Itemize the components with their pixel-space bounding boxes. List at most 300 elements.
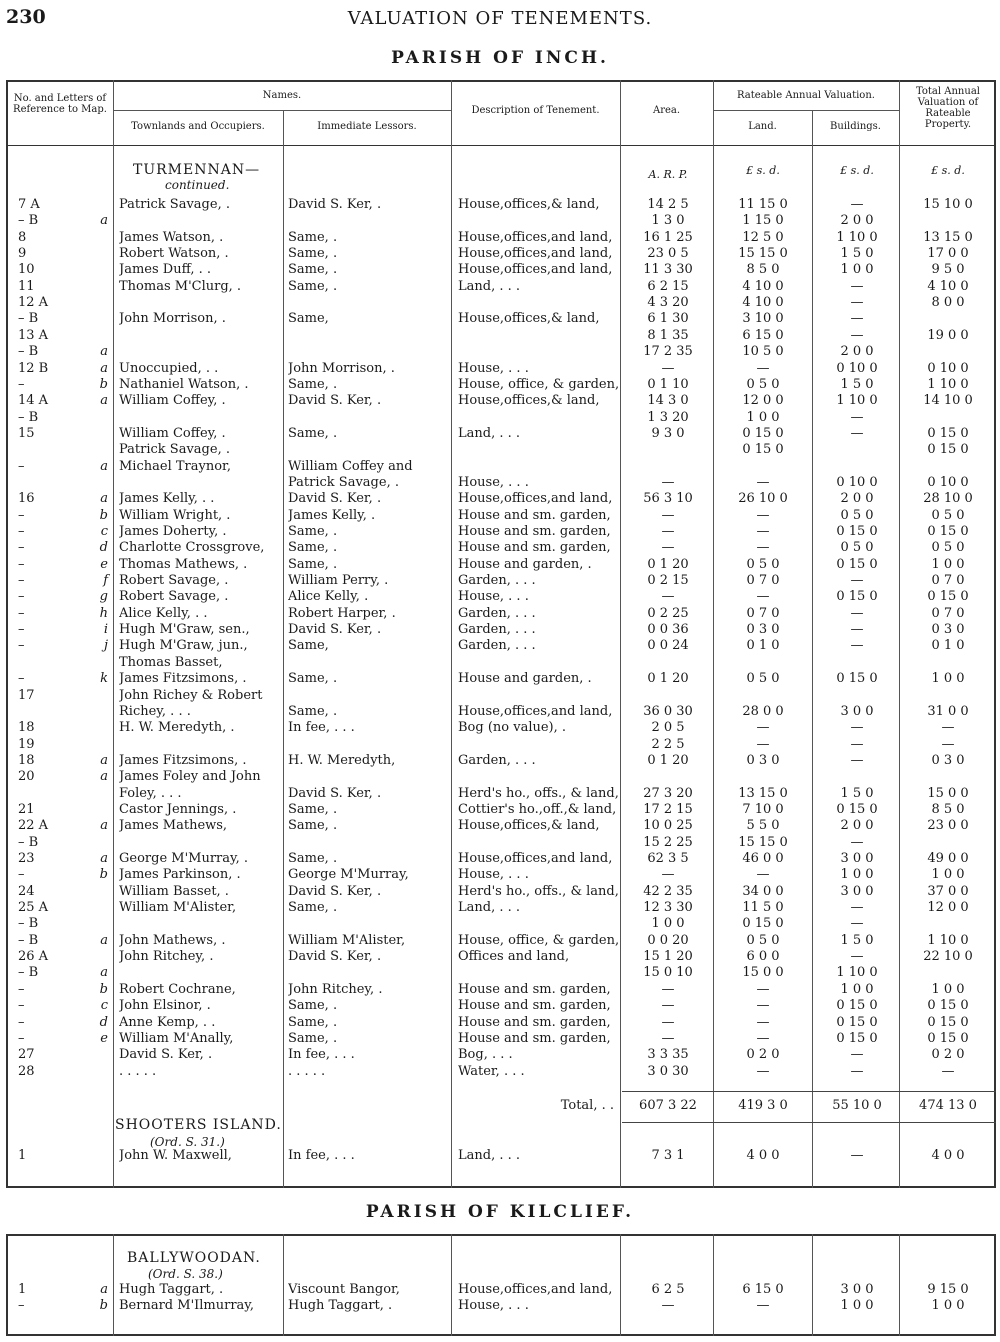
lessor-cell: James Kelly, .: [288, 508, 376, 523]
ref-cell: 24: [18, 884, 35, 899]
table-row: [0, 606, 1000, 622]
description-cell: Bog, . . .: [458, 1047, 513, 1062]
occupier-cell: James Fitzsimons, .: [119, 671, 247, 686]
letter-cell: c: [100, 524, 108, 539]
ref-cell: –: [18, 1298, 25, 1313]
lessor-cell: In fee, . . .: [288, 1047, 355, 1062]
land-value-cell: 0 1 0: [746, 638, 780, 653]
townland-turmennan: TURMENNAN—: [133, 162, 261, 178]
occupier-cell: John W. Maxwell,: [119, 1148, 232, 1163]
area-cell: 1 0 0: [651, 916, 685, 931]
ref-cell: –: [18, 589, 25, 604]
buildings-value-cell: 0 15 0: [836, 524, 878, 539]
total-land: 419 3 0: [738, 1098, 788, 1113]
area-cell: 0 2 25: [647, 606, 689, 621]
description-cell: House, . . .: [458, 475, 529, 490]
lessor-cell: Same, .: [288, 851, 338, 866]
table-row: [0, 524, 1000, 540]
letter-cell: k: [100, 671, 108, 686]
total-value-cell: 0 2 0: [931, 1047, 965, 1062]
ref-cell: – B: [18, 835, 39, 850]
occupier-cell: John Morrison, .: [119, 311, 226, 326]
description-cell: House and sm. garden,: [458, 998, 611, 1013]
table-row: [0, 720, 1000, 736]
land-value-cell: 11 15 0: [738, 197, 788, 212]
lessor-cell: John Ritchey, .: [288, 982, 383, 997]
ref-cell: –: [18, 557, 25, 572]
lessor-cell: Robert Harper, .: [288, 606, 396, 621]
total-value-cell: 15 0 0: [927, 786, 969, 801]
occupier-cell: James Foley and John: [119, 769, 261, 784]
total-value-cell: 0 5 0: [931, 508, 965, 523]
table-row: [0, 818, 1000, 834]
lessor-cell: David S. Ker, .: [288, 491, 382, 506]
occupier-cell: Patrick Savage, .: [119, 442, 230, 457]
lessor-cell: Same, .: [288, 802, 338, 817]
area-cell: 14 2 5: [647, 197, 689, 212]
ref-cell: 12 B: [18, 361, 49, 376]
land-value-cell: —: [756, 982, 770, 997]
total-units: £ s. d.: [931, 164, 965, 177]
total-rule: [622, 1091, 996, 1092]
lessor-cell: Same, .: [288, 279, 338, 294]
ref-cell: – B: [18, 213, 39, 228]
table-row: [0, 965, 1000, 981]
description-cell: House,offices,and land,: [458, 1282, 613, 1297]
lessor-cell: David S. Ker, .: [288, 393, 382, 408]
total-value-cell: 9 5 0: [931, 262, 965, 277]
table-row: [0, 786, 1000, 802]
ref-cell: –: [18, 638, 25, 653]
lessor-cell: Same, .: [288, 246, 338, 261]
occupier-cell: William Coffey, .: [119, 393, 226, 408]
land-value-cell: 46 0 0: [742, 851, 784, 866]
area-cell: 15 0 10: [643, 965, 693, 980]
buildings-value-cell: 3 0 0: [840, 704, 874, 719]
names-subrule: [113, 110, 451, 111]
lessor-cell: William M'Alister,: [288, 933, 406, 948]
area-cell: 0 1 20: [647, 671, 689, 686]
table-row: [0, 638, 1000, 654]
total-buildings: 55 10 0: [832, 1098, 882, 1113]
table-row: [0, 393, 1000, 409]
land-value-cell: 0 2 0: [746, 1047, 780, 1062]
lessor-cell: Same, .: [288, 230, 338, 245]
buildings-value-cell: —: [850, 900, 864, 915]
total-value-cell: 0 3 0: [931, 753, 965, 768]
ref-cell: – B: [18, 311, 39, 326]
total-value-cell: 22 10 0: [923, 949, 973, 964]
occupier-cell: Thomas Basset,: [119, 655, 223, 670]
description-cell: Herd's ho., offs., & land,: [458, 786, 619, 801]
buildings-value-cell: 0 15 0: [836, 802, 878, 817]
land-value-cell: 0 15 0: [742, 916, 784, 931]
land-value-cell: 1 15 0: [742, 213, 784, 228]
table-row: [0, 508, 1000, 524]
table-row: [0, 900, 1000, 916]
lessor-cell: Same, .: [288, 1015, 338, 1030]
ref-cell: – B: [18, 916, 39, 931]
lessor-cell: Alice Kelly, .: [288, 589, 369, 604]
lessor-cell: William Perry, .: [288, 573, 389, 588]
area-cell: 6 2 5: [651, 1282, 685, 1297]
area-cell: —: [661, 508, 675, 523]
land-value-cell: —: [756, 1015, 770, 1030]
description-cell: House, . . .: [458, 589, 529, 604]
ref-cell: – B: [18, 410, 39, 425]
land-value-cell: —: [756, 508, 770, 523]
occupier-cell: Patrick Savage, .: [119, 197, 230, 212]
description-cell: Herd's ho., offs., & land,: [458, 884, 619, 899]
area-cell: —: [661, 998, 675, 1013]
ref-cell: 1: [18, 1282, 27, 1297]
buildings-value-cell: 1 10 0: [836, 393, 878, 408]
buildings-value-cell: —: [850, 311, 864, 326]
table-row: [0, 426, 1000, 442]
letter-cell: j: [103, 638, 108, 653]
col-header-buildings: Buildings.: [830, 121, 881, 132]
letter-cell: a: [100, 361, 108, 376]
land-value-cell: 0 5 0: [746, 377, 780, 392]
area-cell: 6 2 15: [647, 279, 689, 294]
area-cell: 62 3 5: [647, 851, 689, 866]
description-cell: House and sm. garden,: [458, 1015, 611, 1030]
buildings-units: £ s. d.: [840, 164, 874, 177]
total-value-cell: 23 0 0: [927, 818, 969, 833]
description-cell: Garden, . . .: [458, 638, 536, 653]
total-value-cell: —: [941, 1064, 955, 1079]
buildings-value-cell: —: [850, 328, 864, 343]
table-row: [0, 655, 1000, 671]
letter-cell: a: [100, 459, 108, 474]
letter-cell: d: [99, 1015, 108, 1030]
buildings-value-cell: —: [850, 737, 864, 752]
letter-cell: e: [100, 1031, 108, 1046]
buildings-value-cell: —: [850, 949, 864, 964]
occupier-cell: William M'Alister,: [119, 900, 237, 915]
buildings-value-cell: —: [850, 606, 864, 621]
total-value-cell: 15 10 0: [923, 197, 973, 212]
letter-cell: b: [99, 377, 108, 392]
occupier-cell: Hugh M'Graw, sen.,: [119, 622, 250, 637]
buildings-value-cell: 1 5 0: [840, 377, 874, 392]
total-value-cell: 9 15 0: [927, 1282, 969, 1297]
buildings-value-cell: 1 0 0: [840, 982, 874, 997]
lessor-cell: Same, .: [288, 262, 338, 277]
rateable-subrule: [713, 110, 899, 111]
townland-ballywoodan: BALLYWOODAN.: [127, 1250, 261, 1266]
area-cell: 1 3 0: [651, 213, 685, 228]
col-header-area: Area.: [652, 105, 681, 116]
letter-cell: a: [100, 393, 108, 408]
letter-cell: e: [100, 557, 108, 572]
area-cell: 16 1 25: [643, 230, 693, 245]
occupier-cell: Anne Kemp, . .: [119, 1015, 216, 1030]
letter-cell: a: [100, 753, 108, 768]
occupier-cell: John Elsinor, .: [119, 998, 211, 1013]
running-title: VALUATION OF TENEMENTS.: [347, 8, 653, 29]
occupier-cell: James Duff, . .: [119, 262, 212, 277]
ref-cell: 18: [18, 720, 35, 735]
land-units: £ s. d.: [746, 164, 780, 177]
ref-cell: 16: [18, 491, 35, 506]
buildings-value-cell: —: [850, 720, 864, 735]
description-cell: House and sm. garden,: [458, 982, 611, 997]
area-cell: 1 3 20: [647, 410, 689, 425]
lessor-cell: Same, .: [288, 998, 338, 1013]
buildings-value-cell: 1 5 0: [840, 786, 874, 801]
lessor-cell: John Morrison, .: [288, 361, 395, 376]
area-cell: —: [661, 1031, 675, 1046]
letter-cell: b: [99, 982, 108, 997]
ref-cell: 19: [18, 737, 35, 752]
total-label: Total, . .: [560, 1098, 614, 1113]
table-row: [0, 1282, 1000, 1298]
lessor-cell: David S. Ker, .: [288, 949, 382, 964]
description-cell: Garden, . . .: [458, 573, 536, 588]
occupier-cell: James Fitzsimons, .: [119, 753, 247, 768]
occupier-cell: Thomas Mathews, .: [119, 557, 248, 572]
townland-continued: continued.: [165, 178, 230, 192]
table-row: [0, 916, 1000, 932]
occupier-cell: John Richey & Robert: [119, 688, 263, 703]
table-row: [0, 802, 1000, 818]
land-value-cell: 0 7 0: [746, 573, 780, 588]
area-cell: 42 2 35: [643, 884, 693, 899]
land-value-cell: —: [756, 720, 770, 735]
total-value-cell: 12 0 0: [927, 900, 969, 915]
land-value-cell: —: [756, 524, 770, 539]
total-value-cell: 17 0 0: [927, 246, 969, 261]
description-cell: House,offices,and land,: [458, 246, 613, 261]
occupier-cell: William Wright, .: [119, 508, 231, 523]
occupier-cell: James Kelly, . .: [119, 491, 215, 506]
land-value-cell: —: [756, 867, 770, 882]
occupier-cell: David S. Ker, .: [119, 1047, 213, 1062]
lessor-cell: H. W. Meredyth,: [288, 753, 396, 768]
ref-cell: –: [18, 622, 25, 637]
area-cell: 3 3 35: [647, 1047, 689, 1062]
buildings-value-cell: 3 0 0: [840, 851, 874, 866]
ref-cell: 21: [18, 802, 35, 817]
ref-cell: – B: [18, 965, 39, 980]
table-row: [0, 295, 1000, 311]
buildings-value-cell: —: [850, 1047, 864, 1062]
table-row: [0, 573, 1000, 589]
area-cell: 0 1 20: [647, 753, 689, 768]
land-value-cell: —: [756, 475, 770, 490]
letter-cell: c: [100, 998, 108, 1013]
table-row: [0, 491, 1000, 507]
ref-cell: –: [18, 1031, 25, 1046]
description-cell: Land, . . .: [458, 426, 521, 441]
lessor-cell: David S. Ker, .: [288, 622, 382, 637]
buildings-value-cell: —: [850, 295, 864, 310]
ref-cell: – B: [18, 344, 39, 359]
total-total: 474 13 0: [919, 1098, 977, 1113]
ref-cell: –: [18, 998, 25, 1013]
buildings-value-cell: 3 0 0: [840, 884, 874, 899]
land-value-cell: 0 3 0: [746, 753, 780, 768]
table-row: [0, 1047, 1000, 1063]
col-header-description: Description of Tenement.: [471, 105, 600, 116]
table-row: [0, 328, 1000, 344]
area-cell: 17 2 35: [643, 344, 693, 359]
total-value-cell: 0 5 0: [931, 540, 965, 555]
area-cell: —: [661, 867, 675, 882]
table-row: [0, 769, 1000, 785]
total-value-cell: —: [941, 737, 955, 752]
area-cell: 10 0 25: [643, 818, 693, 833]
area-units: A. R. P.: [648, 168, 688, 181]
buildings-value-cell: —: [850, 638, 864, 653]
occupier-cell: Nathaniel Watson, .: [119, 377, 249, 392]
total-value-cell: 0 1 0: [931, 638, 965, 653]
total-value-cell: 37 0 0: [927, 884, 969, 899]
total-value-cell: 0 15 0: [927, 426, 969, 441]
buildings-value-cell: —: [850, 1148, 864, 1163]
lessor-cell: Same,: [288, 311, 329, 326]
lessor-cell: Same,: [288, 638, 329, 653]
description-cell: House,offices,and land,: [458, 262, 613, 277]
table-row: [0, 197, 1000, 213]
col-header-names: Names.: [262, 90, 302, 101]
occupier-cell: Robert Cochrane,: [119, 982, 236, 997]
ref-cell: –: [18, 867, 25, 882]
land-value-cell: —: [756, 1031, 770, 1046]
total-value-cell: 19 0 0: [927, 328, 969, 343]
description-cell: House and sm. garden,: [458, 524, 611, 539]
shooters-ord-sheet: (Ord. S. 31.): [150, 1135, 225, 1149]
letter-cell: a: [100, 1282, 108, 1297]
buildings-value-cell: 0 15 0: [836, 557, 878, 572]
description-cell: House, office, & garden,: [458, 933, 620, 948]
total-value-cell: 0 10 0: [927, 361, 969, 376]
total-value-cell: 1 0 0: [931, 671, 965, 686]
ref-cell: 14 A: [18, 393, 49, 408]
land-value-cell: 0 5 0: [746, 671, 780, 686]
land-value-cell: —: [756, 737, 770, 752]
land-value-cell: 0 15 0: [742, 426, 784, 441]
ref-cell: –: [18, 540, 25, 555]
description-cell: House,offices,and land,: [458, 704, 613, 719]
description-cell: House and sm. garden,: [458, 1031, 611, 1046]
page-number: 230: [6, 6, 46, 28]
letter-cell: b: [99, 1298, 108, 1313]
ref-cell: –: [18, 671, 25, 686]
land-value-cell: 4 10 0: [742, 279, 784, 294]
occupier-cell: Foley, . . .: [119, 786, 182, 801]
ref-cell: –: [18, 508, 25, 523]
occupier-cell: Michael Traynor,: [119, 459, 231, 474]
occupier-cell: James Mathews,: [119, 818, 228, 833]
letter-cell: a: [100, 851, 108, 866]
area-cell: —: [661, 982, 675, 997]
table-row: [0, 998, 1000, 1014]
table-row: [0, 933, 1000, 949]
ballywoodan-ord-sheet: (Ord. S. 38.): [148, 1267, 223, 1281]
ref-cell: 10: [18, 262, 35, 277]
table-row: [0, 884, 1000, 900]
occupier-cell: William Coffey, .: [119, 426, 226, 441]
ref-cell: 28: [18, 1064, 35, 1079]
townland-shooters-island: SHOOTERS ISLAND.: [115, 1117, 282, 1133]
lessor-cell: David S. Ker, .: [288, 884, 382, 899]
total-value-cell: 1 0 0: [931, 867, 965, 882]
letter-cell: i: [103, 622, 108, 637]
total-value-cell: 4 10 0: [927, 279, 969, 294]
land-value-cell: 15 15 0: [738, 835, 788, 850]
area-cell: 2 0 5: [651, 720, 685, 735]
occupier-cell: Robert Savage, .: [119, 589, 229, 604]
occupier-cell: Robert Watson, .: [119, 246, 229, 261]
parish-title-inch: PARISH OF INCH.: [391, 48, 609, 68]
description-cell: Cottier's ho.,off.,& land,: [458, 802, 617, 817]
lessor-cell: David S. Ker, .: [288, 197, 382, 212]
occupier-cell: Charlotte Crossgrove,: [119, 540, 265, 555]
area-cell: 15 1 20: [643, 949, 693, 964]
area-cell: —: [661, 361, 675, 376]
page-header: [0, 6, 1000, 32]
buildings-value-cell: —: [850, 835, 864, 850]
total-value-cell: 1 0 0: [931, 982, 965, 997]
description-cell: House,offices,& land,: [458, 197, 600, 212]
land-value-cell: 3 10 0: [742, 311, 784, 326]
table-row: [0, 851, 1000, 867]
area-cell: —: [661, 1015, 675, 1030]
letter-cell: f: [103, 573, 108, 588]
buildings-value-cell: 0 10 0: [836, 475, 878, 490]
table-row: [0, 442, 1000, 458]
total-row: [0, 1098, 1000, 1114]
occupier-cell: Thomas M'Clurg, .: [119, 279, 242, 294]
col-header-lessors: Immediate Lessors.: [317, 121, 417, 132]
land-value-cell: 6 15 0: [742, 1282, 784, 1297]
description-cell: Land, . . .: [458, 279, 521, 294]
land-value-cell: 0 3 0: [746, 622, 780, 637]
lessor-cell: Hugh Taggart, .: [288, 1298, 393, 1313]
occupier-cell: Bernard M'Ilmurray,: [119, 1298, 255, 1313]
occupier-cell: . . . . .: [119, 1064, 157, 1079]
table-row: [0, 1064, 1000, 1080]
table-row: [0, 622, 1000, 638]
total-value-cell: 28 10 0: [923, 491, 973, 506]
buildings-value-cell: —: [850, 622, 864, 637]
table-row: [0, 867, 1000, 883]
area-cell: 11 3 30: [643, 262, 693, 277]
area-cell: 0 1 10: [647, 377, 689, 392]
lessor-cell: . . . . .: [288, 1064, 326, 1079]
table-row: [0, 835, 1000, 851]
buildings-value-cell: 2 0 0: [840, 491, 874, 506]
table-row: [0, 377, 1000, 393]
buildings-value-cell: 1 5 0: [840, 933, 874, 948]
occupier-cell: George M'Murray, .: [119, 851, 249, 866]
total-value-cell: 1 0 0: [931, 557, 965, 572]
area-cell: —: [661, 524, 675, 539]
table-row: [0, 262, 1000, 278]
ref-cell: 8: [18, 230, 27, 245]
buildings-value-cell: 1 0 0: [840, 262, 874, 277]
occupier-cell: James Parkinson, .: [119, 867, 241, 882]
description-cell: House, . . .: [458, 1298, 529, 1313]
description-cell: House and garden, .: [458, 557, 592, 572]
buildings-value-cell: —: [850, 573, 864, 588]
land-value-cell: —: [756, 361, 770, 376]
ref-cell: –: [18, 524, 25, 539]
ref-cell: 12 A: [18, 295, 49, 310]
land-value-cell: 15 15 0: [738, 246, 788, 261]
